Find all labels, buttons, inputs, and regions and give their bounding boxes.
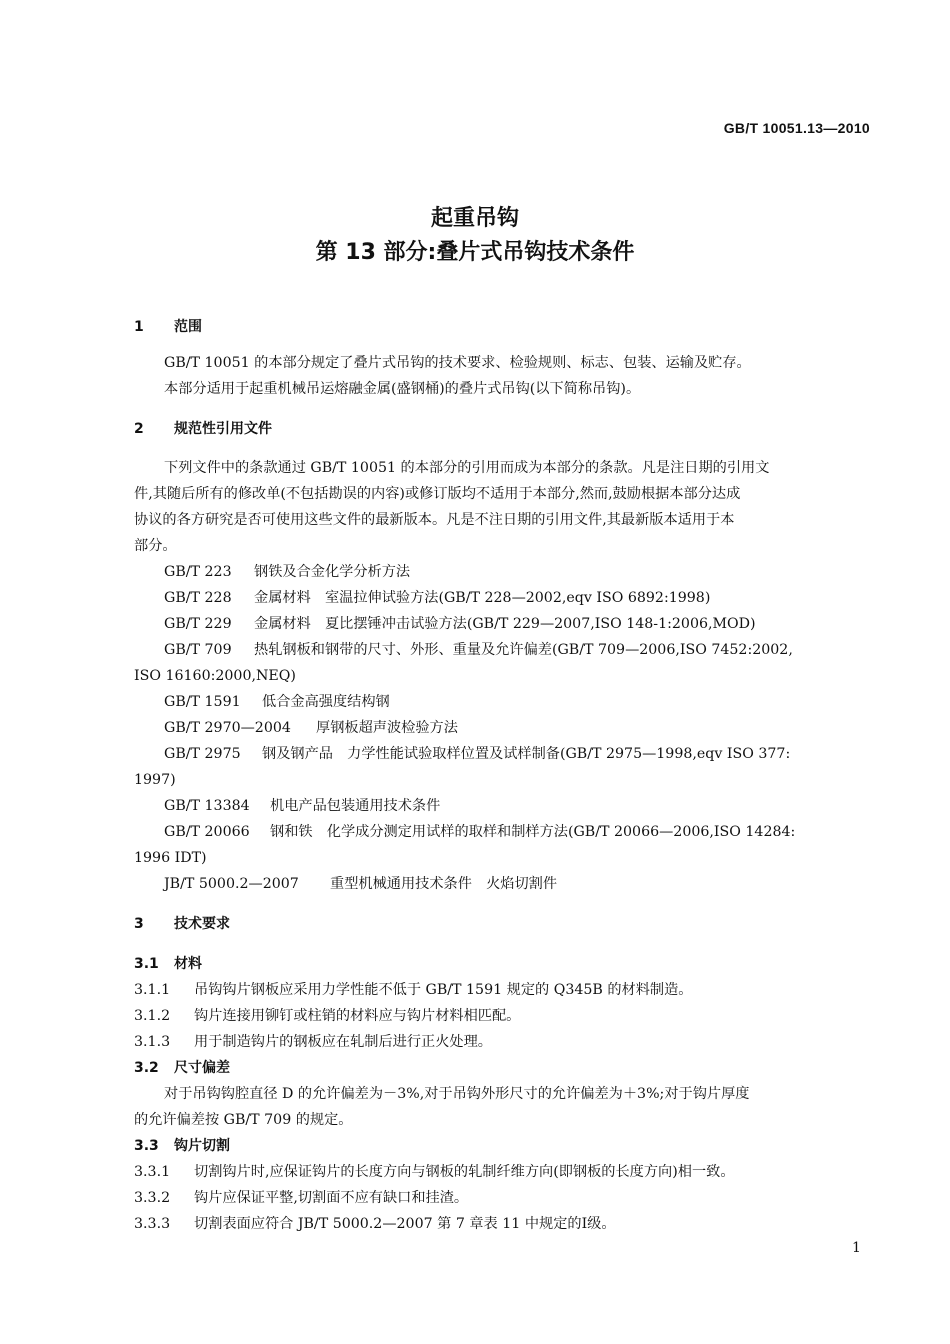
clause-3-3-2 [134,1188,468,1208]
clause-number: 3.1 [134,956,159,972]
clause-text: 钩片连接用铆钉或柱销的材料应与钩片材料相匹配。 [194,1008,521,1024]
clause-3-1-3 [134,1032,492,1052]
reference-title: 热轧钢板和钢带的尺寸、外形、重量及允许偏差(GB/T 709—2006,ISO 7452:2002, [254,642,793,658]
clause-3-2-text: 对于吊钩钩腔直径 D 的允许偏差为－3%,对于吊钩外形尺寸的允许偏差为＋3%;对于钩片厚度 [164,1086,750,1102]
clause-number: 3.3.3 [134,1216,171,1232]
section-2-heading [134,419,272,439]
section-3-heading [134,914,230,934]
clause-number: 3.1.3 [134,1034,171,1050]
clause-text: 切割表面应符合 JB/T 5000.2—2007 第 7 章表 11 中规定的Ⅰ级。 [194,1216,616,1232]
reference-title: 重型机械通用技术条件 火焰切割件 [330,876,558,892]
clause-3-1-heading [134,954,202,974]
clause-number: 3.3.1 [134,1164,171,1180]
reference-item [164,614,756,634]
clause-text: 用于制造钩片的钢板应在轧制后进行正火处理。 [194,1034,492,1050]
reference-title: 低合金高强度结构钢 [262,694,390,710]
reference-item [164,822,795,842]
clause-number: 3.2 [134,1060,159,1076]
section-title: 规范性引用文件 [174,421,272,437]
reference-item [164,640,793,660]
reference-code: GB/T 2970—2004 [164,720,291,736]
reference-code: GB/T 13384 [164,798,250,814]
clause-3-3-1 [134,1162,735,1182]
clause-3-1-2 [134,1006,520,1026]
reference-item [164,718,458,738]
reference-title: 机电产品包装通用技术条件 [270,798,441,814]
standard-code: GB/T 10051.13—2010 [723,120,870,136]
reference-item [164,744,790,764]
reference-continuation: 1996 IDT) [134,850,207,866]
reference-code: GB/T 228 [164,590,232,606]
refs-intro-line: 件,其随后所有的修改单(不包括勘误的内容)或修订版均不适用于本部分,然而,鼓励根据本部分达成 [134,486,741,502]
page-number: 1 [852,1240,861,1256]
reference-code: JB/T 5000.2—2007 [164,876,299,892]
refs-intro-line: 协议的各方研究是否可使用这些文件的最新版本。凡是不注日期的引用文件,其最新版本适用于本 [134,512,735,528]
clause-number: 3.3 [134,1138,159,1154]
section-number: 1 [134,319,144,335]
reference-item [164,692,390,712]
reference-title: 钢铁及合金化学分析方法 [254,564,411,580]
document-title: 起重吊钩 [430,206,519,231]
document-subtitle: 第 13 部分:叠片式吊钩技术条件 [315,240,635,265]
reference-title: 钢及钢产品 力学性能试验取样位置及试样制备(GB/T 2975—1998,eqv ISO 377: [262,746,791,762]
reference-code: GB/T 709 [164,642,232,658]
scope-paragraph-2: 本部分适用于起重机械吊运熔融金属(盛钢桶)的叠片式吊钩(以下简称吊钩)。 [164,381,641,397]
reference-code: GB/T 229 [164,616,232,632]
reference-continuation: ISO 16160:2000,NEQ) [134,668,296,684]
clause-title: 材料 [174,956,202,972]
reference-item [164,874,557,894]
clause-number: 3.1.2 [134,1008,171,1024]
clause-number: 3.3.2 [134,1190,171,1206]
reference-continuation: 1997) [134,772,176,788]
reference-title: 金属材料 室温拉伸试验方法(GB/T 228—2002,eqv ISO 6892:1998) [254,590,711,606]
reference-code: GB/T 1591 [164,694,241,710]
clause-text: 切割钩片时,应保证钩片的长度方向与钢板的轧制纤维方向(即钢板的长度方向)相一致。 [194,1164,735,1180]
reference-title: 钢和铁 化学成分测定用试样的取样和制样方法(GB/T 20066—2006,ISO 14284: [270,824,796,840]
clause-text: 吊钩钩片钢板应采用力学性能不低于 GB/T 1591 规定的 Q345B 的材料制造。 [194,982,693,998]
clause-title: 钩片切割 [174,1138,230,1154]
clause-number: 3.1.1 [134,982,171,998]
scope-paragraph-1: GB/T 10051 的本部分规定了叠片式吊钩的技术要求、检验规则、标志、包装、运输及贮存。 [164,355,751,371]
reference-code: GB/T 2975 [164,746,241,762]
reference-title: 金属材料 夏比摆锤冲击试验方法(GB/T 229—2007,ISO 148-1:2006,MOD) [254,616,756,632]
clause-text: 钩片应保证平整,切割面不应有缺口和挂渣。 [194,1190,469,1206]
section-number: 2 [134,421,144,437]
reference-item [164,562,410,582]
clause-3-3-3 [134,1214,616,1234]
reference-item [164,796,440,816]
reference-title: 厚钢板超声波检验方法 [316,720,458,736]
section-title: 技术要求 [174,916,230,932]
reference-code: GB/T 20066 [164,824,250,840]
refs-intro-line: 下列文件中的条款通过 GB/T 10051 的本部分的引用而成为本部分的条款。凡是注日期的引用文 [164,460,770,476]
clause-title: 尺寸偏差 [174,1060,230,1076]
clause-3-3-heading [134,1136,230,1156]
reference-item [164,588,710,608]
refs-intro-line: 部分。 [134,538,177,554]
section-number: 3 [134,916,144,932]
clause-3-2-heading [134,1058,230,1078]
section-1-heading [134,317,202,337]
clause-3-2-text: 的允许偏差按 GB/T 709 的规定。 [134,1112,353,1128]
section-title: 范围 [174,319,202,335]
clause-3-1-1 [134,980,692,1000]
reference-code: GB/T 223 [164,564,232,580]
